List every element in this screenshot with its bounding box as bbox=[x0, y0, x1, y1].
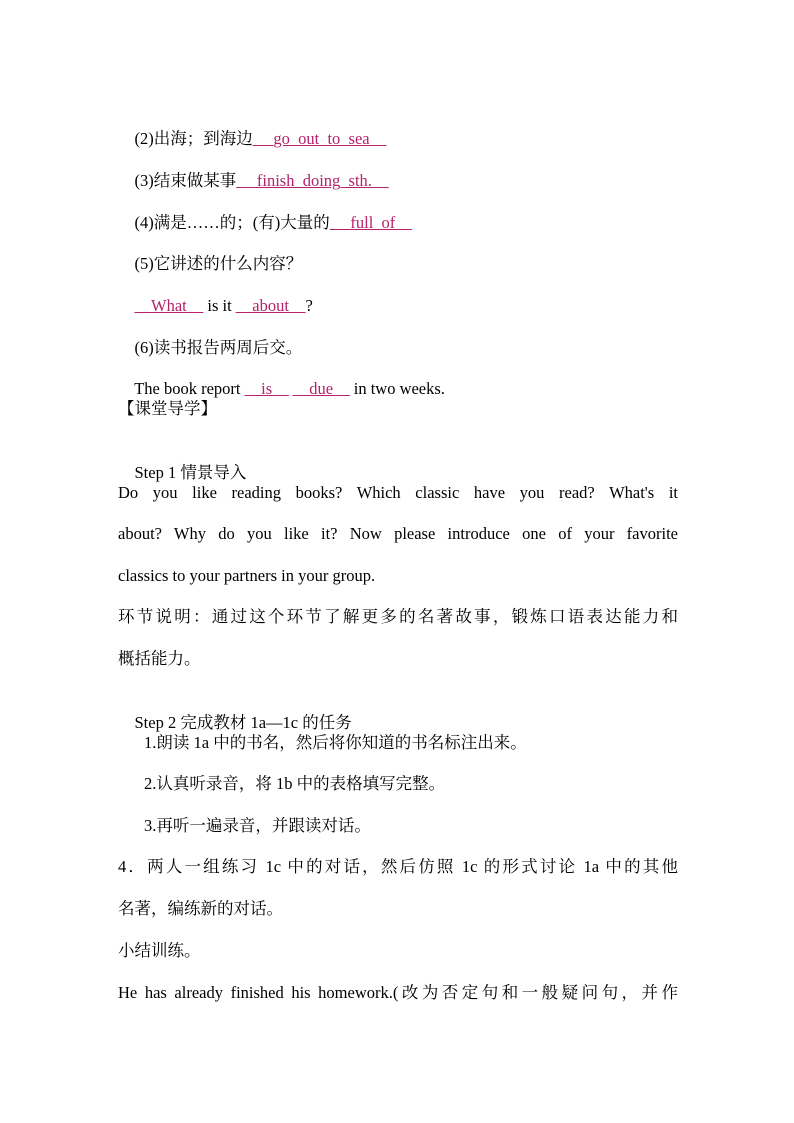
item-number: (3) bbox=[134, 171, 154, 190]
sentence-end: in two weeks. bbox=[349, 379, 445, 398]
blank-right: __ bbox=[186, 296, 204, 315]
chinese-prompt: 结束做某事 bbox=[153, 171, 237, 190]
step-label: Step 2 bbox=[134, 713, 177, 732]
task-item: 2.认真听录音，将 1b 中的表格填写完整。 bbox=[144, 774, 446, 793]
chinese-prompt: 满是……的；(有)大量的 bbox=[153, 213, 330, 232]
chinese-prompt: 出海；到海边 bbox=[153, 129, 253, 148]
chinese-prompt: 读书报告两周后交。 bbox=[153, 338, 303, 357]
blank-left: __ bbox=[236, 171, 257, 190]
paragraph-line: about? Why do you like it? Now please introduce one of your favorite bbox=[118, 524, 678, 543]
answer-text: What bbox=[151, 296, 187, 315]
blank-left: __ bbox=[329, 213, 351, 232]
answer-text: finish_doing_sth. bbox=[256, 171, 372, 190]
item-number: (5) bbox=[134, 254, 154, 273]
note-line: 环节说明：通过这个环节了解更多的名著故事，锻炼口语表达能力和 bbox=[118, 607, 678, 626]
answer-text: due bbox=[309, 379, 334, 398]
blank-left: __ bbox=[292, 379, 310, 398]
task-item: 3.再听一遍录音，并跟读对话。 bbox=[144, 816, 371, 835]
answer-text: go_out_to_sea bbox=[273, 129, 370, 148]
task-item: 1.朗读 1a 中的书名，然后将你知道的书名标注出来。 bbox=[144, 733, 527, 752]
sentence-end: ? bbox=[305, 296, 313, 315]
answer-text: full_of bbox=[350, 213, 396, 232]
task-item-4-cont: 名著，编练新的对话。 bbox=[118, 899, 283, 918]
sentence-text: is it bbox=[203, 296, 236, 315]
answer-text: about bbox=[252, 296, 289, 315]
note-line: 概括能力。 bbox=[118, 649, 201, 668]
blank-left: __ bbox=[235, 296, 253, 315]
blank-left: __ bbox=[252, 129, 274, 148]
blank-right: __ bbox=[288, 296, 306, 315]
item-number: (2) bbox=[134, 129, 154, 148]
blank-left: __ bbox=[244, 379, 262, 398]
step-title: 完成教材 1a—1c 的任务 bbox=[176, 713, 352, 732]
exercise-line: He has already finished his homework.(改为否定句和一般疑问句，并作 bbox=[118, 983, 678, 1002]
blank-right: __ bbox=[371, 171, 389, 190]
chinese-prompt: 它讲述的什么内容？ bbox=[153, 254, 303, 273]
paragraph-line: Do you like reading books? Which classic have you read? What's it bbox=[118, 483, 678, 502]
section-heading: 【课堂导学】 bbox=[118, 399, 217, 418]
item-number: (4) bbox=[134, 213, 154, 232]
sentence-text: The book report bbox=[134, 379, 245, 398]
blank-right: __ bbox=[369, 129, 387, 148]
blank-left: __ bbox=[134, 296, 151, 315]
answer-text: is bbox=[261, 379, 273, 398]
step-label: Step 1 bbox=[134, 463, 177, 482]
blank-right: __ bbox=[395, 213, 412, 232]
blank-right: __ bbox=[272, 379, 289, 398]
summary-heading: 小结训练。 bbox=[118, 941, 201, 960]
item-number: (6) bbox=[134, 338, 154, 357]
task-item-4: 4．两人一组练习 1c 中的对话，然后仿照 1c 的形式讨论 1a 中的其他 bbox=[118, 857, 678, 876]
blank-right: __ bbox=[333, 379, 350, 398]
step-title: 情景导入 bbox=[176, 463, 247, 482]
paragraph-line: classics to your partners in your group. bbox=[118, 566, 376, 585]
